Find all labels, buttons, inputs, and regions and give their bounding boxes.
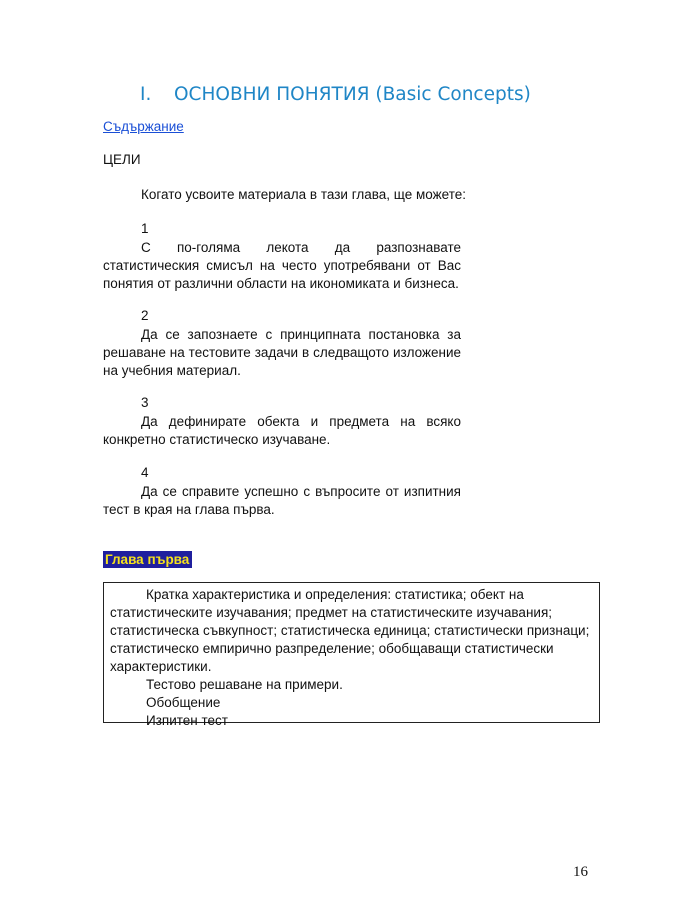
page-number: 16	[573, 864, 588, 880]
contents-item: Изпитен тест	[146, 713, 228, 728]
chapter-contents-box	[103, 582, 600, 728]
goal-number: 1	[141, 221, 149, 236]
contents-item: Тестово решаване на примери.	[146, 677, 343, 692]
goal-text: Да се запознаете с принципната постановка за решаване на тестовите задачи в следващото изложение на учебния материал.	[103, 327, 461, 378]
chapter-number: I.	[140, 84, 152, 105]
goals-title: ЦЕЛИ	[103, 152, 141, 167]
contents-item: Обобщение	[146, 695, 221, 710]
goal-number: 4	[141, 465, 149, 480]
goal-number: 2	[141, 308, 149, 323]
goal-item	[103, 307, 461, 380]
goal-text: С по-голяма лекота да разпознавате статистическия смисъл на често употребявани от Вас понятия от различни области на икономиката и бизнеса.	[103, 240, 461, 291]
chapter-title: ОСНОВНИ ПОНЯТИЯ (Basic Concepts)	[174, 84, 531, 105]
goal-item	[103, 464, 461, 519]
goal-item	[103, 220, 461, 293]
chapter-heading	[140, 84, 531, 105]
goal-text: Да се справите успешно с въпросите от изпитния тест в края на глава първа.	[103, 484, 461, 517]
table-of-contents-link[interactable]: Съдържание	[103, 119, 184, 134]
goal-number: 3	[141, 395, 149, 410]
goals-intro: Когато усвоите материала в тази глава, ще можете:	[141, 187, 467, 202]
goal-item	[103, 394, 461, 449]
contents-summary: Кратка характеристика и определения: статистика; обект на статистическите изучавания; предмет на статистическите изучавания; статистическа съвкупност; статистическа единица; статистически признаци; статистическо емпирично разпределение; обобщаващи статистически характеристики.	[110, 587, 590, 674]
goal-text: Да дефинирате обекта и предмета на всяко конкретно статистическо изучаване.	[103, 414, 461, 447]
chapter-label: Глава първа	[103, 551, 192, 568]
